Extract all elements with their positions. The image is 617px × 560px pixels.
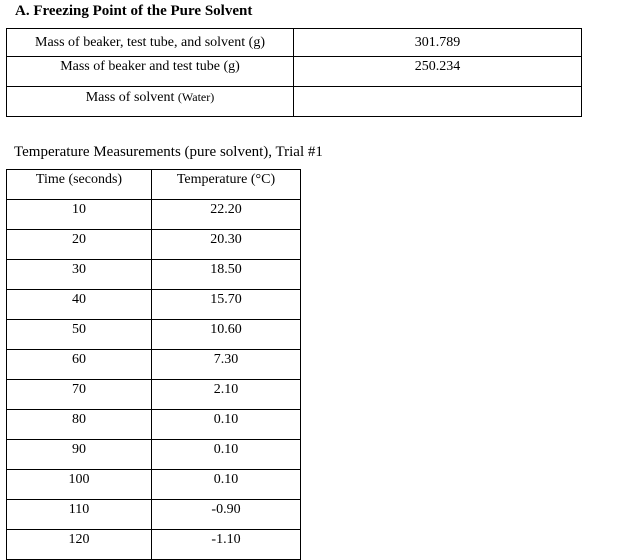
mass-label-cell: [7, 29, 294, 57]
time-cell: 90: [7, 440, 152, 470]
time-cell: 10: [7, 200, 152, 230]
mass-label-cell: [7, 87, 294, 117]
mass-value-cell: [294, 29, 582, 57]
mass-label-note: (Water): [177, 90, 215, 104]
time-cell: 110: [7, 500, 152, 530]
table-caption: Temperature Measurements (pure solvent), Trial #1: [14, 144, 323, 160]
time-cell: 40: [7, 290, 152, 320]
time-cell: 20: [7, 230, 152, 260]
table-row: [7, 350, 301, 380]
mass-label: Mass of solvent: [85, 90, 175, 105]
table-row: [7, 29, 582, 57]
temperature-cell: 20.30: [152, 230, 301, 260]
table-row: [7, 57, 582, 87]
table-row: [7, 230, 301, 260]
temperature-cell: 22.20: [152, 200, 301, 230]
mass-value-cell: [294, 57, 582, 87]
mass-table: [6, 28, 582, 117]
mass-label: Mass of beaker, test tube, and solvent (g): [35, 34, 265, 50]
time-cell: 80: [7, 410, 152, 440]
table-row: [7, 530, 301, 560]
time-cell: 70: [7, 380, 152, 410]
time-cell: 50: [7, 320, 152, 350]
table-row: [7, 380, 301, 410]
temperature-cell: 0.10: [152, 440, 301, 470]
time-cell: 100: [7, 470, 152, 500]
temperature-table: [6, 169, 301, 560]
temperature-cell: 2.10: [152, 380, 301, 410]
mass-value: 250.234: [414, 59, 461, 74]
temperature-cell: 0.10: [152, 410, 301, 440]
time-cell: 60: [7, 350, 152, 380]
temperature-cell: 18.50: [152, 260, 301, 290]
temperature-cell: 7.30: [152, 350, 301, 380]
section-heading: A. Freezing Point of the Pure Solvent: [15, 3, 253, 19]
mass-label-cell: [7, 57, 294, 87]
header-row: [7, 170, 301, 200]
table-row: [7, 87, 582, 117]
time-cell: 120: [7, 530, 152, 560]
table-row: [7, 500, 301, 530]
temperature-cell: -1.10: [152, 530, 301, 560]
table-row: [7, 320, 301, 350]
temperature-cell: 10.60: [152, 320, 301, 350]
table-row: [7, 200, 301, 230]
temperature-cell: 0.10: [152, 470, 301, 500]
mass-value: 301.789: [414, 34, 461, 50]
table-row: [7, 440, 301, 470]
column-header-temperature: Temperature (°C): [152, 170, 301, 200]
table-row: [7, 410, 301, 440]
table-row: [7, 470, 301, 500]
temperature-cell: -0.90: [152, 500, 301, 530]
time-cell: 30: [7, 260, 152, 290]
mass-value-cell: [294, 87, 582, 117]
table-row: [7, 290, 301, 320]
temperature-cell: 15.70: [152, 290, 301, 320]
table-row: [7, 260, 301, 290]
column-header-time: Time (seconds): [7, 170, 152, 200]
mass-label: Mass of beaker and test tube (g): [60, 59, 240, 74]
